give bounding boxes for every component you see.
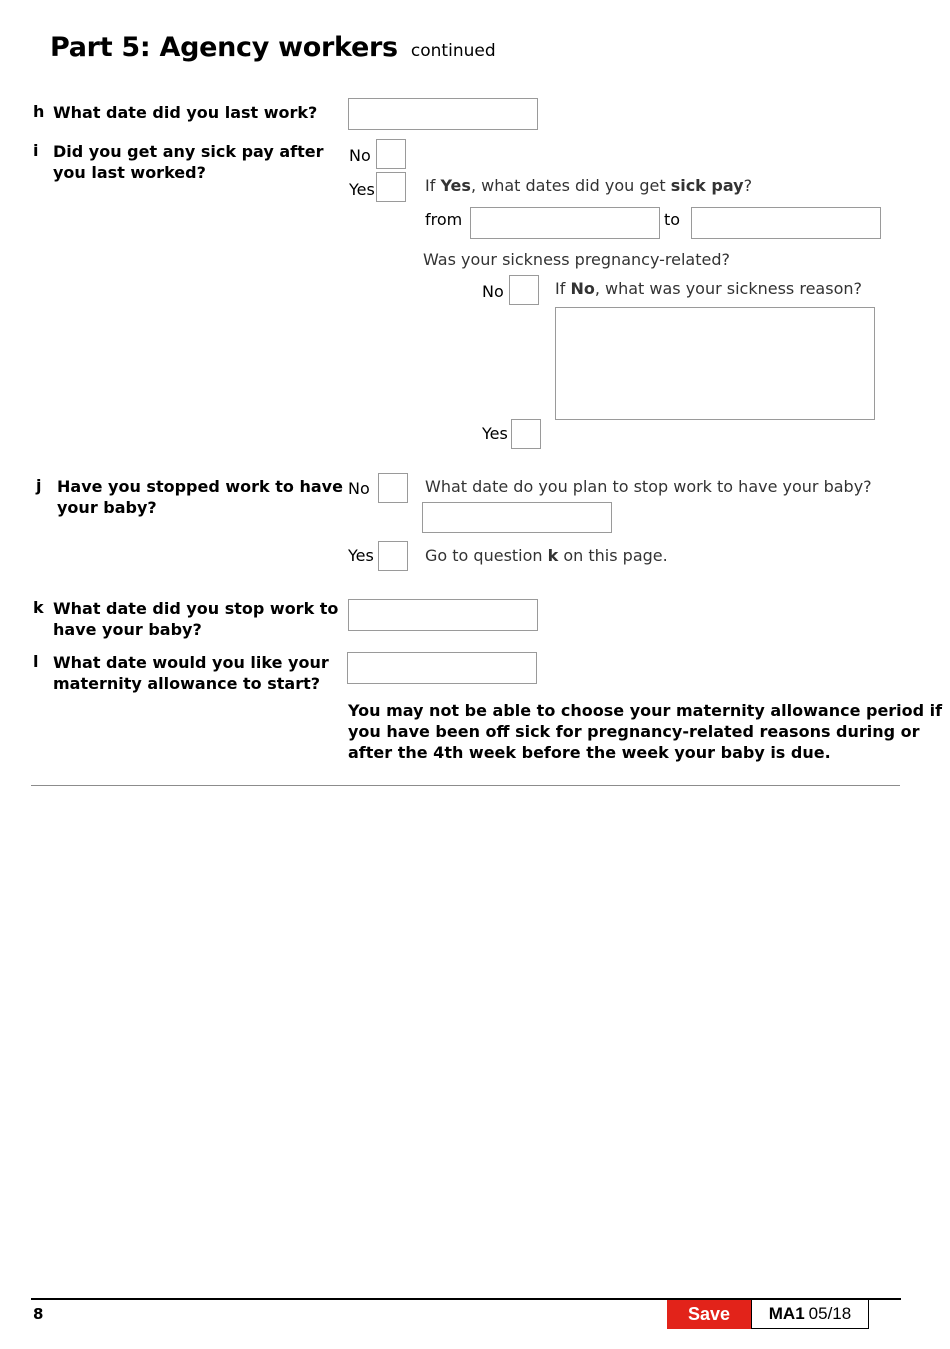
pregnancy-related-question: Was your sickness pregnancy-related? bbox=[423, 250, 730, 269]
planned-stop-date-question: What date do you plan to stop work to have your baby? bbox=[425, 477, 872, 496]
question-i-line2: you last worked? bbox=[53, 163, 206, 182]
sickness-reason-text: , what was your sickness reason? bbox=[594, 279, 862, 298]
sick-pay-dates-question bbox=[425, 176, 752, 195]
stopped-work-yes-checkbox[interactable] bbox=[378, 541, 408, 571]
question-k-letter: k bbox=[33, 598, 44, 617]
question-h-text: What date did you last work? bbox=[53, 103, 318, 122]
save-button[interactable]: Save bbox=[667, 1300, 751, 1329]
question-k-line1: What date did you stop work to bbox=[53, 599, 339, 618]
pregnancy-related-no-label: No bbox=[482, 282, 504, 301]
sick-pay-dates-yes: Yes bbox=[440, 176, 471, 195]
maternity-note-line1: You may not be able to choose your maternity allowance period if bbox=[348, 701, 943, 720]
question-k-line2: have your baby? bbox=[53, 620, 202, 639]
sick-pay-dates-mid: , what dates did you get bbox=[470, 176, 671, 195]
pregnancy-related-yes-label: Yes bbox=[482, 424, 508, 443]
question-l-text bbox=[53, 652, 329, 694]
section-divider bbox=[31, 785, 900, 786]
stopped-work-no-label: No bbox=[348, 479, 370, 498]
go-to-post: on this page. bbox=[558, 546, 668, 565]
page-title bbox=[50, 32, 496, 63]
sickness-reason-if: If bbox=[555, 279, 571, 298]
page-number: 8 bbox=[33, 1305, 44, 1323]
sick-pay-to-label: to bbox=[664, 210, 681, 229]
stopped-work-no-checkbox[interactable] bbox=[378, 473, 408, 503]
last-work-date-field[interactable] bbox=[348, 98, 538, 130]
sick-pay-yes-label: Yes bbox=[349, 180, 375, 199]
page-title-continued: continued bbox=[410, 41, 496, 61]
maternity-period-note bbox=[348, 700, 942, 763]
go-to-k: k bbox=[547, 546, 559, 565]
question-j-letter: j bbox=[36, 476, 42, 495]
pregnancy-related-no-checkbox[interactable] bbox=[509, 275, 539, 305]
form-reference bbox=[751, 1300, 869, 1329]
sick-pay-from-label: from bbox=[425, 210, 463, 229]
sick-pay-no-label: No bbox=[349, 146, 371, 165]
go-to-pre: Go to question bbox=[425, 546, 548, 565]
sickness-reason-question bbox=[555, 279, 862, 298]
maternity-start-date-field[interactable] bbox=[347, 652, 537, 684]
sickness-reason-textarea[interactable] bbox=[555, 307, 875, 420]
page-title-text: Part 5: Agency workers bbox=[50, 32, 398, 63]
question-h-letter: h bbox=[33, 102, 45, 121]
stopped-work-yes-label: Yes bbox=[348, 546, 374, 565]
question-l-line2: maternity allowance to start? bbox=[53, 674, 321, 693]
maternity-note-line3: after the 4th week before the week your baby is due. bbox=[348, 743, 831, 762]
sick-pay-dates-sickpay: sick pay bbox=[670, 176, 744, 195]
form-date: 05/18 bbox=[808, 1304, 852, 1323]
sick-pay-to-date-field[interactable] bbox=[691, 207, 881, 239]
question-l-letter: l bbox=[33, 652, 39, 671]
question-i-text bbox=[53, 141, 324, 183]
sick-pay-no-checkbox[interactable] bbox=[376, 139, 406, 169]
question-j-line2: your baby? bbox=[57, 498, 157, 517]
sick-pay-from-date-field[interactable] bbox=[470, 207, 660, 239]
form-code: MA1 bbox=[768, 1304, 805, 1323]
question-i-letter: i bbox=[33, 141, 39, 160]
question-i-line1: Did you get any sick pay after bbox=[53, 142, 324, 161]
stop-work-date-field[interactable] bbox=[348, 599, 538, 631]
sickness-reason-no: No bbox=[570, 279, 595, 298]
question-j-line1: Have you stopped work to have bbox=[57, 477, 343, 496]
planned-stop-date-field[interactable] bbox=[422, 502, 612, 533]
maternity-note-line2: you have been off sick for pregnancy-related reasons during or bbox=[348, 722, 920, 741]
go-to-question-k-text bbox=[425, 546, 668, 565]
sick-pay-dates-end: ? bbox=[743, 176, 753, 195]
question-k-text bbox=[53, 598, 338, 640]
question-l-line1: What date would you like your bbox=[53, 653, 329, 672]
sick-pay-yes-checkbox[interactable] bbox=[376, 172, 406, 202]
sick-pay-dates-if: If bbox=[425, 176, 441, 195]
pregnancy-related-yes-checkbox[interactable] bbox=[511, 419, 541, 449]
question-j-text bbox=[57, 476, 343, 518]
